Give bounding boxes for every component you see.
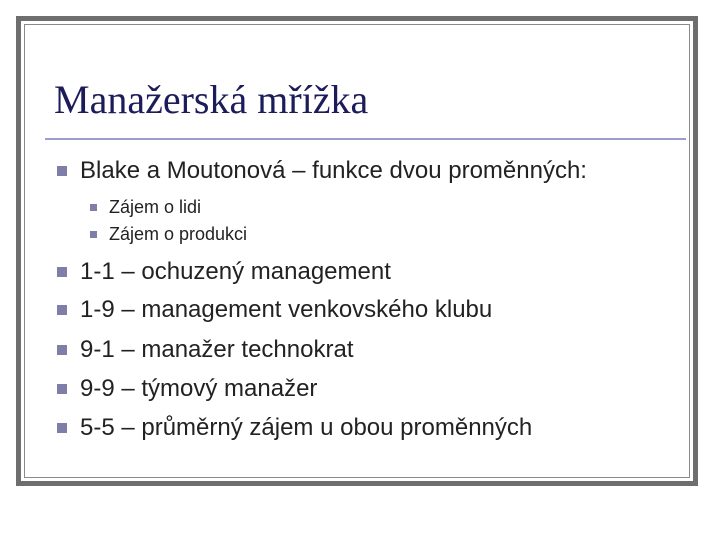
bullet-text: Blake a Moutonová – funkce dvou proměnných:	[80, 157, 587, 184]
bullet-text: 9-9 – týmový manažer	[80, 375, 318, 402]
bullet-text: 1-1 – ochuzený management	[80, 258, 391, 285]
square-bullet-icon	[57, 345, 67, 355]
square-bullet-icon	[57, 267, 67, 277]
bullet-text: 1-9 – management venkovského klubu	[80, 296, 493, 323]
slide-title: Manažerská mřížka	[54, 77, 369, 122]
square-bullet-icon	[90, 204, 97, 211]
sub-bullet-text: Zájem o produkci	[109, 224, 248, 244]
bullet-text: 9-1 – manažer technokrat	[80, 336, 354, 363]
slide-content	[21, 21, 693, 481]
square-bullet-icon	[57, 423, 67, 433]
square-bullet-icon	[57, 166, 67, 176]
slide-frame	[16, 16, 698, 486]
title-divider	[45, 138, 686, 140]
square-bullet-icon	[90, 231, 97, 238]
square-bullet-icon	[57, 305, 67, 315]
sub-bullet-text: Zájem o lidi	[109, 197, 202, 217]
bullet-text: 5-5 – průměrný zájem u obou proměnných	[80, 414, 533, 441]
square-bullet-icon	[57, 384, 67, 394]
